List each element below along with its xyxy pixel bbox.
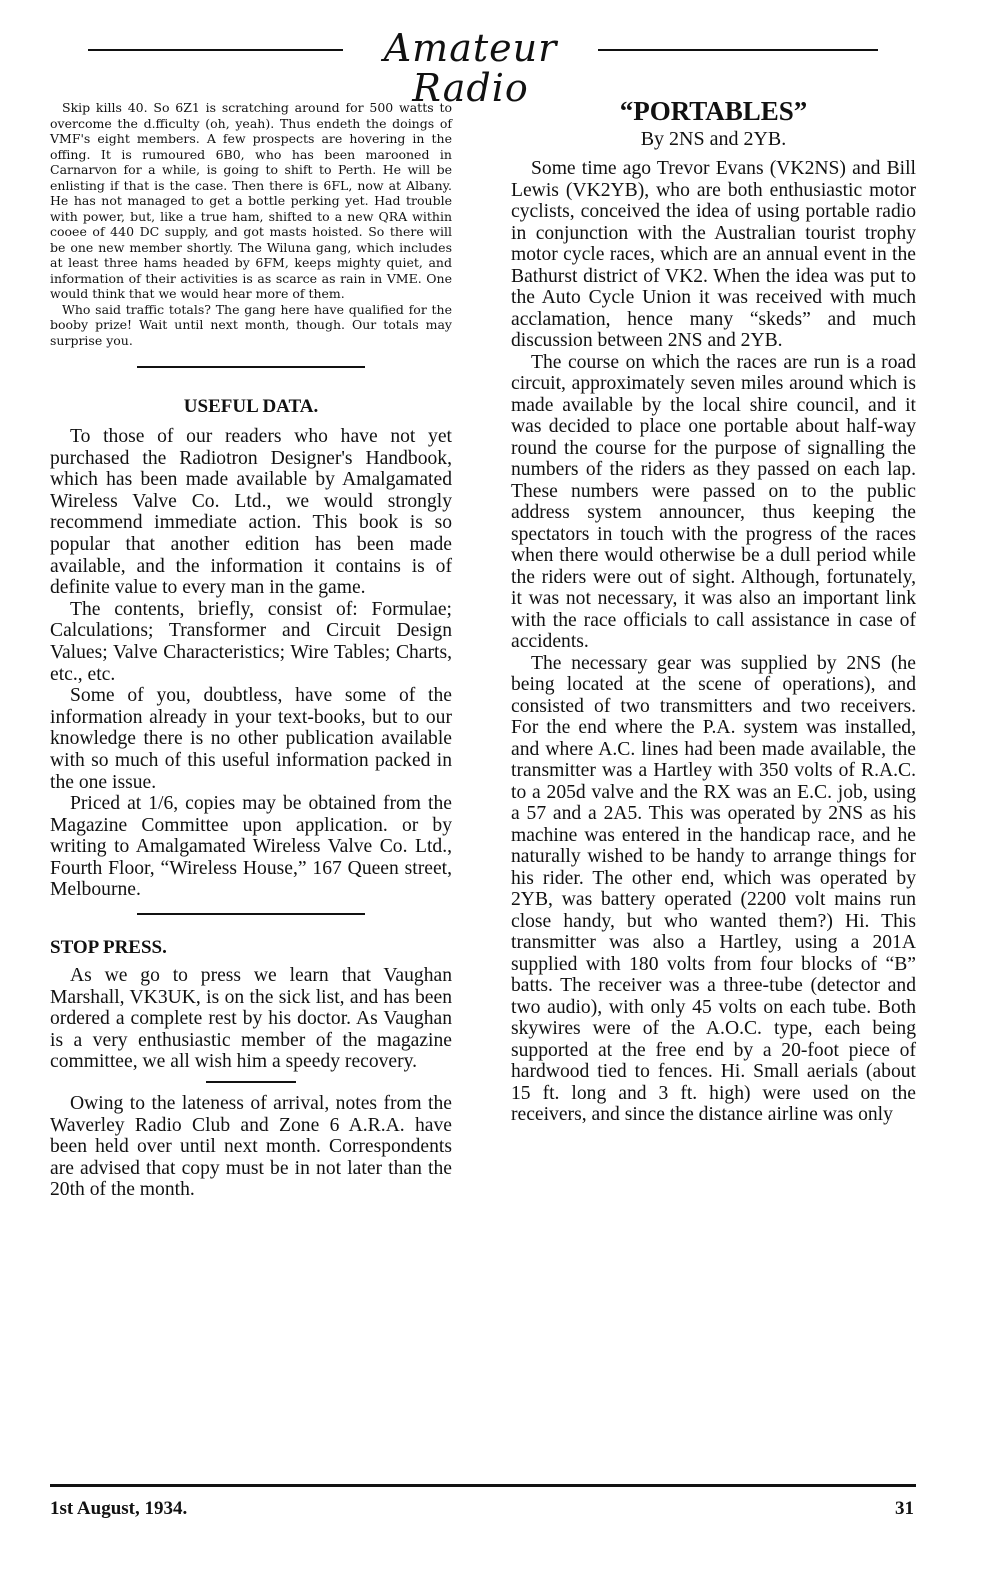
article-paragraph: To those of our readers who have not yet purchased the Radiotron Designer's Handbook, which has been made available by Amalgamated Wireless Valve Co. Ltd., we would strongly recommend immediate action. This book is so popular that another edition has been made available, and the information it contains is of definite value to every man in the game. bbox=[50, 426, 452, 599]
notes-paragraph: Skip kills 40. So 6Z1 is scratching around for 500 watts to overcome the d.fficulty (oh, yeah). Thus endeth the doings of VMF's eight members. A few prospects are hovering in the offing. It is rumoured 6B0, who has been marooned in Carnarvon for a while, is going to shift to Perth. He will be enlisting if that is the case. Then there is 6FL, now at Albany. He has not managed to get a bottle perking yet. Had trouble with power, but, like a true ham, shifted to a new QRA within cooee of 440 DC supply, and got masts hoisted. So there will be one new member shortly. The Wiluna gang, which includes at least three hams headed by 6FM, keeps mighty quiet, and information of their activities is as scarce as rain in VME. One would think that we would hear more of them. bbox=[50, 100, 452, 301]
section-divider bbox=[137, 913, 365, 915]
article-paragraph: The contents, briefly, consist of: Formulae; Calculations; Transformer and Circuit Design Values; Valve Characteristics; Wire Tables; Charts, etc., etc. bbox=[50, 598, 452, 685]
article-paragraph: Priced at 1/6, copies may be obtained from the Magazine Committee upon application. or by writing to Amalgamated Wireless Valve Co. Ltd., Fourth Floor, “Wireless House,” 167 Queen street, Melbourne. bbox=[50, 793, 452, 901]
article-paragraph: As we go to press we learn that Vaughan Marshall, VK3UK, is on the sick list, and has been ordered a complete rest by his doctor. As Vaughan is a very enthusiastic member of the magazine committee, we all wish him a speedy recovery. bbox=[50, 965, 452, 1073]
left-column bbox=[50, 100, 452, 1201]
club-notes-continued bbox=[50, 100, 452, 348]
stop-press-article bbox=[50, 937, 452, 1201]
article-byline: By 2NS and 2YB. bbox=[640, 128, 787, 150]
useful-data-article bbox=[50, 396, 452, 901]
masthead-rule-left bbox=[88, 49, 343, 51]
useful-data-heading: USEFUL DATA. bbox=[183, 396, 319, 417]
article-paragraph: The course on which the races are run is a road circuit, approximately seven miles around which is made available by the local shire council, and it was decided to place one portable about half-way round the course for the purpose of signalling the numbers of the riders as they passed on each lap. These numbers were passed on to the public address system announcer, thus keeping the spectators in touch with the progress of the races when there would otherwise be a dull period while the riders were out of sight. Although, fortunately, it was not necessary, it was also an important link with the race officials to call assistance in case of accidents. bbox=[511, 351, 916, 652]
issue-date: 1st August, 1934. bbox=[50, 1498, 188, 1519]
section-divider bbox=[137, 366, 365, 368]
masthead bbox=[88, 22, 878, 110]
footer-rule bbox=[50, 1484, 916, 1487]
stop-press-heading: STOP PRESS. bbox=[50, 937, 167, 959]
masthead-title: Amateur Radio bbox=[383, 26, 558, 110]
portables-article-body bbox=[511, 158, 916, 1126]
masthead-rule-right bbox=[598, 49, 878, 51]
article-title: “PORTABLES” bbox=[619, 96, 808, 126]
notes-paragraph: Who said traffic totals? The gang here have qualified for the booby prize! Wait until next month, though. Our totals may surprise you. bbox=[50, 301, 452, 348]
article-paragraph: Some time ago Trevor Evans (VK2NS) and Bill Lewis (VK2YB), who are both enthusiastic motor cyclists, conceived the idea of using portable radio in conjunction with the Australian tourist trophy motor cycle races, which are an annual event in the Bathurst district of VK2. When the idea was put to the Auto Cycle Union it was received with much acclamation, hence many “skeds” and much discussion between 2NS and 2YB. bbox=[511, 158, 916, 351]
right-column bbox=[511, 96, 916, 1126]
article-paragraph: The necessary gear was supplied by 2NS (he being located at the scene of operations), and consisted of two transmitters and two receivers. For the end where the P.A. system was installed, and where A.C. lines had been made available, the transmitter was a Hartley with 350 volts of R.A.C. to a 205d valve and the RX was an E.C. job, using a 57 and a 2A5. This was operated by 2NS as his machine was entered in the handicap race, and he naturally wished to be handy to arrange things for his rider. The other end, which was operated by 2YB, was battery operated (2200 volt mains run close handy, but who wanted them?) Hi. This transmitter was also a Hartley, using a 201A supplied with 180 volts from four blocks of “B” batts. The receiver was a three-tube (detector and two audio), with only 45 volts on each tube. Both skywires were of the A.O.C. type, each being supported at the free end by a 20-foot piece of hardwood tied to fences. Hi. Small aerials (about 15 ft. long and 3 ft. high) were used on the receivers, and since the distance airline was only bbox=[511, 652, 916, 1125]
article-paragraph: Some of you, doubtless, have some of the information already in your text-books, but to our knowledge there is no other publication available with so much of this useful information packed in the one issue. bbox=[50, 685, 452, 793]
page-number: 31 bbox=[895, 1498, 914, 1519]
article-paragraph: Owing to the lateness of arrival, notes from the Waverley Radio Club and Zone 6 A.R.A. have been held over until next month. Correspondents are advised that copy must be in not later than the 20th of the month. bbox=[50, 1093, 452, 1201]
short-divider bbox=[206, 1081, 296, 1083]
